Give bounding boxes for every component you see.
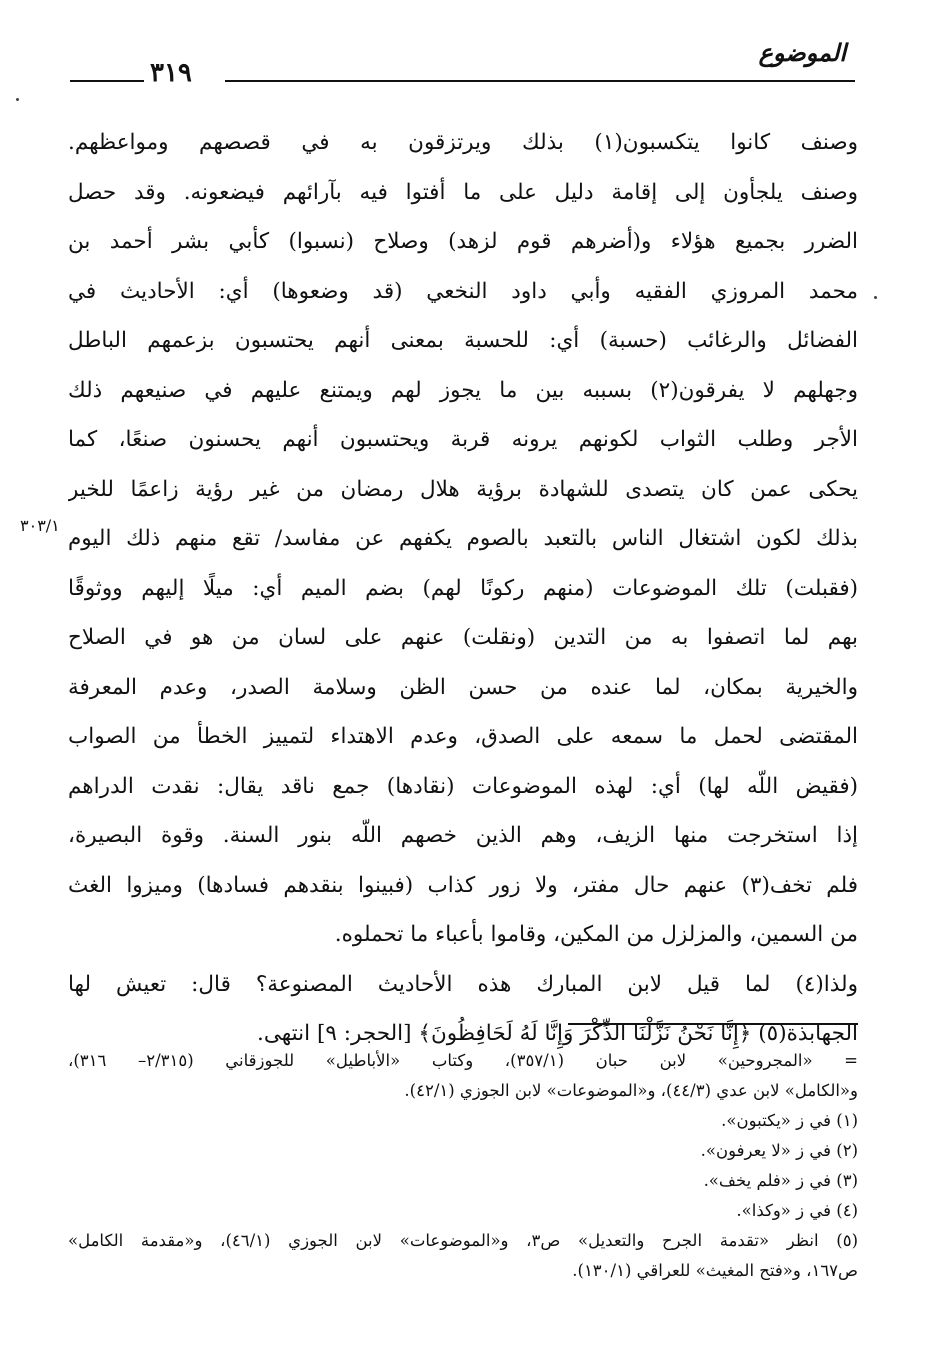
body-line: وجهلهم لا يفرقون(٢) بسببه بين ما يجوز لهم ويمتنع عليهم في صنيعهم ذلك [68,377,858,403]
body-line: (فقيض اللّه لها) أي: لهذه الموضوعات (نقادها) جمع ناقد يقال: نقدت الدراهم [68,773,858,799]
body-line: وصنف يلجأون إلى إقامة دليل على ما أفتوا فيه بآرائهم فيضعونه. وقد حصل [68,179,858,205]
body-line: والخيرية بمكان، لما عنده من حسن الظن وسلامة الصدر، وعدم المعرفة [68,674,858,700]
body-line: يحكى عمن كان يتصدى للشهادة برؤية هلال رمضان من غير رؤية زاعمًا للخير [68,476,858,502]
footnote-line: (٥) انظر «تقدمة الجرح والتعديل» ص٣، و«الموضوعات» لابن الجوزي (٤٦/١)، و«مقدمة الكامل» [68,1231,858,1250]
body-line: الأجر وطلب الثواب لكونهم يرونه قربة ويحتسبون أنهم يحسنون صنعًا، كما [68,427,858,452]
body-line: الضرر بجميع هؤلاء و(أضرهم قوم لزهد) وصلاح (نسبوا) كأبي بشر أحمد بن [68,229,858,254]
footnote-line: (٣) في ز «فلم يخف». [703,1171,858,1190]
body-line: المقتضى لحمل ما سمعه على الصدق، وعدم الاهتداء لتمييز الخطأ من الصواب [68,724,858,749]
body-line: بهم لما اتصفوا به من التدين (ونقلت) عنهم على لسان من هو في الصلاح [68,625,858,650]
body-line: وصنف كانوا يتكسبون(١) بذلك ويرتزقون به في قصصهم ومواعظهم. [68,130,858,155]
header-rule [225,80,855,82]
body-line: بذلك لكون اشتغال الناس بالتعبد بالصوم يكفهم عن مفاسد/ تقع منهم ذلك اليوم [68,526,858,551]
scan-speck [16,98,19,101]
footnote-line: ص١٦٧، و«فتح المغيث» للعراقي (١٣٠/١). [572,1261,858,1280]
footnotes [68,1046,858,1286]
scan-speck [874,296,877,299]
body-line: ولذا(٤) لما قيل لابن المبارك هذه الأحاديث المصنوعة؟ قال: تعيش لها [68,971,858,997]
manuscript-folio-note: ٣٠٣/١ [20,516,60,535]
footnote-line: = «المجروحين» لابن حبان (٣٥٧/١)، وكتاب «الأباطيل» للجوزقاني (٢/٣١٥– ٣١٦)، [68,1051,858,1070]
body-text [68,118,858,1059]
body-line: الجهابذة(٥) ﴿إِنَّا نَحْنُ نَزَّلْنَا الذِّكْرَ وَإِنَّا لَهُ لَحَافِظُونَ﴾ [الحجر: ٩] انتهى. [257,1021,858,1046]
footnote-line: (١) في ز «يكتبون». [721,1111,858,1130]
footnote-line: (٢) في ز «لا يعرفون». [700,1141,858,1160]
footnote-line: (٤) في ز «وكذا». [736,1201,858,1220]
footnote-line: و«الكامل» لابن عدي (٤٤/٣)، و«الموضوعات» لابن الجوزي (٤٢/١). [404,1081,858,1100]
body-line: الفضائل والرغائب (حسبة) أي: للحسبة بمعنى أنهم يحتسبون بزعمهم الباطل [68,328,858,353]
body-line: (فقبلت) تلك الموضوعات (منهم ركونًا لهم) بضم الميم أي: ميلًا إليهم ووثوقًا [68,575,858,601]
footnote-separator [568,1023,858,1025]
body-line: من السمين، والمزلزل من المكين، وقاموا بأعباء ما تحملوه. [334,922,858,947]
header-rule-left [70,80,144,82]
body-line: إذا استخرجت منها الزيف، وهم الذين خصهم اللّه بنور السنة. وقوة البصيرة، [68,823,858,848]
body-line: محمد المروزي الفقيه وأبي داود النخعي (قد وضعوها) أي: الأحاديث في [68,278,858,304]
body-line: فلم تخف(٣) عنهم حال مفتر، ولا زور كذاب (فبينوا بنقدهم فسادها) وميزوا الغث [68,872,858,898]
page-number: ٣١٩ [150,58,192,88]
running-header-title: الموضوع [758,38,846,67]
